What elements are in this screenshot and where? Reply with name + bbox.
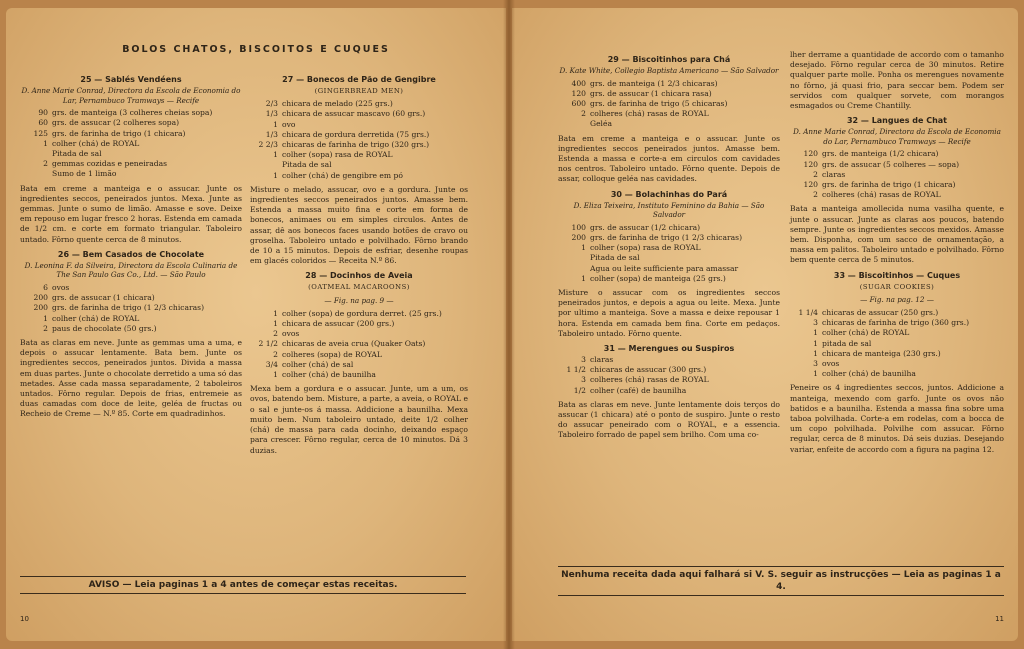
ingredient-text: colher (café) de baunilha — [590, 385, 687, 395]
ingredient-item — [250, 120, 468, 130]
ingredient-text: grs. de manteiga (1 2/3 chicaras) — [590, 78, 718, 88]
ingredient-quantity: 1 — [273, 319, 278, 329]
recipe-block — [20, 249, 242, 420]
ingredient-quantity: 2 2/3 — [258, 140, 278, 150]
recipe-subtitle: (GINGERBREAD MEN) — [314, 87, 404, 95]
ingredient-item — [20, 169, 242, 179]
ingredient-text: grs. de assucar (2 colheres sopa) — [52, 118, 180, 128]
right-column-2 — [790, 50, 1004, 459]
recipe-block — [250, 74, 468, 266]
ingredient-quantity: 1/3 — [265, 129, 278, 139]
ingredient-item — [790, 318, 1004, 328]
recipe-method: Peneire os 4 ingredientes seccos, juntos. Addicione a manteiga, mexendo com garfo. Junte os ovos não batidos e a baunilha. Estenda a massa fina sobre uma taboa polvilhada. Corte-a em rodelas, com a bocca de um copo polvilhada. Polvilhe com assucar. Fôrno regular, cerca de 8 minutos. Dá seis duzias. Desejando variar, enfeite de accordo com a figura na pagina 12. — [790, 383, 1004, 454]
recipe-title: 27 — Bonecos de Pão de Gengibre — [282, 75, 436, 84]
ingredient-quantity: 3/4 — [265, 359, 278, 369]
ingredient-text: colher (sopa) rasa de ROYAL — [282, 150, 393, 160]
recipe-block — [790, 270, 1004, 455]
recipe-title: 25 — Sablés Vendéens — [80, 75, 182, 84]
ingredient-quantity: 1 — [813, 348, 818, 358]
ingredient-text: colher (chá) de ROYAL — [52, 313, 140, 323]
ingredient-item — [20, 283, 242, 293]
ingredient-quantity: 1 — [581, 273, 586, 283]
ingredient-item — [250, 99, 468, 109]
ingredient-quantity: 1 — [581, 243, 586, 253]
ingredient-item — [790, 349, 1004, 359]
ingredient-list — [250, 99, 468, 181]
ingredient-text: chicara de gordura derretida (75 grs.) — [282, 129, 430, 139]
recipe-author: D. Anne Marie Conrad, Directora da Escola de Economia do Lar, Pernambuco Tramways — Recife — [21, 86, 241, 105]
ingredient-quantity: 120 — [571, 88, 586, 98]
ingredient-text: colher (chá) de gengibre em pó — [282, 170, 403, 180]
ingredient-text: grs. de farinha de trigo (1 2/3 chicaras) — [590, 233, 743, 243]
recipe-block — [558, 54, 780, 185]
ingredient-text: claras — [822, 169, 846, 179]
ingredient-quantity: 1 — [273, 150, 278, 160]
ingredient-text: colher (chá) de ROYAL — [822, 328, 910, 338]
ingredient-text: ovo — [282, 119, 296, 129]
ingredient-quantity: 2 1/2 — [258, 339, 278, 349]
ingredient-text: chicara de manteiga (230 grs.) — [822, 348, 941, 358]
ingredient-item — [790, 339, 1004, 349]
ingredient-text: colheres (chá) rasas de ROYAL — [590, 109, 709, 119]
ingredient-text: colher (sopa) rasa de ROYAL — [590, 243, 701, 253]
ingredient-item — [250, 350, 468, 360]
ingredient-text: Pitada de sal — [52, 149, 102, 158]
ingredient-quantity: 1 — [43, 313, 48, 323]
ingredient-item — [558, 274, 780, 284]
ingredient-quantity: 2 — [813, 169, 818, 179]
recipe-method: Bata a manteiga amollecida numa vasilha quente, e junte o assucar. Junte as claras aos poucos, batendo sempre. Junte os ingredientes seccos mexidos. Amasse bem. Disponha, com um sacco de ornamentação, a massa em palitos. Taboleiro untado e polvilhado. Fôrno bem quente cerca de 5 minutos. — [790, 204, 1004, 265]
ingredient-item — [558, 355, 780, 365]
ingredient-item — [558, 386, 780, 396]
recipe-block — [558, 189, 780, 339]
ingredient-quantity: 1 — [813, 369, 818, 379]
ingredient-item — [558, 375, 780, 385]
ingredient-item — [558, 365, 780, 375]
ingredient-quantity: 1 1/4 — [798, 308, 818, 318]
ingredient-text: grs. de assucar (1 chicara rasa) — [590, 88, 712, 98]
ingredient-list — [250, 309, 468, 380]
ingredient-item — [250, 150, 468, 160]
ingredient-quantity: 125 — [33, 128, 48, 138]
recipe-block — [790, 50, 1004, 111]
right-page — [512, 8, 1018, 641]
ingredient-quantity: 2 — [581, 109, 586, 119]
ingredient-text: Pitada de sal — [282, 160, 332, 170]
ingredient-item — [558, 233, 780, 243]
ingredient-text: chicaras de farinha de trigo (360 grs.) — [822, 318, 970, 328]
ingredient-text: Agua ou leite sufficiente para amassar — [590, 263, 739, 273]
ingredient-item — [250, 360, 468, 370]
ingredient-item — [790, 149, 1004, 159]
ingredient-text: colheres (chá) rasas de ROYAL — [590, 375, 709, 385]
ingredient-text: grs. de assucar (5 colheres — sopa) — [822, 159, 960, 169]
ingredient-text: grs. de assucar (1 chicara) — [52, 293, 155, 303]
ingredient-text: colher (chá) de baunilha — [282, 370, 376, 380]
page-number: 11 — [995, 615, 1004, 623]
recipe-author: D. Leonina F. da Silveira, Directora da Escola Culinaria de The San Paulo Gas Co., Ltd. — São Paulo — [24, 260, 238, 280]
ingredient-item — [558, 79, 780, 89]
ingredient-quantity: 1 — [273, 370, 278, 380]
figure-reference: — Fig. na pag. 9 — — [324, 295, 394, 305]
right-column-1 — [558, 50, 780, 445]
ingredient-text: grs. de assucar (1/2 chicara) — [590, 222, 701, 232]
ingredient-text: ovos — [282, 329, 300, 339]
recipe-block — [558, 343, 780, 441]
ingredient-item — [250, 130, 468, 140]
ingredient-text: Pitada de sal — [590, 253, 640, 263]
recipe-method: Bata as claras em neve. Junte lentamente dois terços do assucar (1 chicara) até o ponto de suspiro. Junte o resto do assucar peneirado com o ROYAL, e a essencia. Taboleiro forrado de papel sem brilho. Com uma co- — [558, 399, 780, 440]
ingredient-item — [20, 293, 242, 303]
ingredient-text: Sumo de 1 limão — [52, 169, 117, 179]
ingredient-item — [558, 89, 780, 99]
recipe-title: 30 — Bolachinhas do Pará — [610, 189, 728, 199]
ingredient-item — [250, 309, 468, 319]
ingredient-text: colher (sopa) de gordura derret. (25 grs.) — [282, 308, 442, 318]
ingredient-list — [20, 283, 242, 334]
ingredient-quantity: 2 — [43, 159, 48, 169]
book-gutter — [503, 0, 515, 649]
recipe-block — [790, 115, 1004, 265]
recipe-subtitle: (SUGAR COOKIES) — [859, 282, 935, 291]
ingredient-item — [558, 253, 780, 263]
ingredient-item — [250, 339, 468, 349]
ingredient-quantity: 1/2 — [573, 385, 586, 395]
ingredient-item — [558, 243, 780, 253]
ingredient-text: gemmas cozidas e peneiradas — [52, 159, 168, 169]
recipe-method: Misture o assucar com os ingredientes seccos peneirados juntos, e depois a agua ou leite. Mexa. Junte por ultimo a manteiga. Sove a massa e deixe repousar 1 hora. Estenda em camada bem fina. Corte em pedaços. Taboleiro untado. Fôrno quente. — [558, 288, 780, 338]
ingredient-item — [790, 160, 1004, 170]
ingredient-list — [20, 108, 242, 179]
ingredient-quantity: 3 — [813, 359, 818, 369]
ingredient-item — [20, 108, 242, 118]
recipe-method: Mexa bem a gordura e o assucar. Junte, um a um, os ovos, batendo bem. Misture, a parte, a aveia, o ROYAL e o sal e junte-os á massa. Addicione a baunilha. Mexa muito bem. Num taboleiro untado, deite 1/2 colher (chá) de massa para cada docinho, deixando espaço para crescer. Fôrno regular, cerca de 10 minutos. Dá 3 duzias. — [250, 384, 468, 455]
recipe-author: D. Eliza Teixeira, Instituto Feminino da Bahia — São Salvador — [573, 200, 765, 220]
ingredient-item — [558, 264, 780, 274]
ingredient-text: ovos — [822, 359, 840, 369]
ingredient-item — [250, 140, 468, 150]
recipe-subtitle: (OATMEAL MACAROONS) — [308, 283, 410, 292]
ingredient-item — [790, 369, 1004, 379]
ingredient-quantity: 200 — [33, 293, 48, 303]
ingredient-item — [558, 223, 780, 233]
ingredient-text: grs. de farinha de trigo (1 2/3 chicaras) — [52, 303, 205, 313]
ingredient-quantity: 1 — [813, 328, 818, 338]
figure-reference: — Fig. na pag. 12 — — [860, 294, 934, 304]
ingredient-item — [790, 190, 1004, 200]
ingredient-item — [250, 370, 468, 380]
ingredient-item — [20, 159, 242, 169]
ingredient-quantity: 90 — [38, 108, 48, 118]
ingredient-text: colheres (chá) rasas de ROYAL — [822, 190, 941, 200]
ingredient-item — [250, 329, 468, 339]
ingredient-list — [790, 149, 1004, 200]
ingredient-list — [558, 355, 780, 396]
left-column-2 — [250, 70, 468, 460]
ingredient-text: grs. de farinha de trigo (1 chicara) — [822, 180, 956, 190]
ingredient-item — [20, 303, 242, 313]
recipe-method: Bata em creme a manteiga e o assucar. Junte os ingredientes seccos, peneirados juntos. Mexa. Junte as gemmas. Junte o sumo de limão. Amasse e sove. Deixe em repouso em lugar fresco 2 horas. Estenda em camada de 1/2 cm. e corte em formato triangular. Taboleiro untado. Fôrno quente cerca de 8 minutos. — [20, 183, 242, 244]
ingredient-item — [790, 308, 1004, 318]
ingredient-quantity: 2 — [43, 323, 48, 333]
ingredient-item — [790, 180, 1004, 190]
ingredient-quantity: 1 — [273, 119, 278, 129]
ingredient-item — [250, 319, 468, 329]
ingredient-item — [250, 160, 468, 170]
recipe-title: 28 — Docinhos de Aveia — [305, 271, 413, 281]
ingredient-text: grs. de manteiga (1/2 chicara) — [822, 149, 939, 159]
ingredient-text: grs. de manteiga (3 colheres cheias sopa) — [52, 108, 213, 118]
ingredient-quantity: 400 — [571, 78, 586, 88]
page-header: BOLOS CHATOS, BISCOITOS E CUQUES — [122, 44, 390, 55]
recipe-block — [250, 270, 468, 455]
ingredient-text: colher (sopa) de manteiga (25 grs.) — [590, 273, 726, 283]
notice-banner: Nenhuma receita dada aqui falhará si V. S. seguir as instrucções — Leia as paginas 1 a 4. — [558, 566, 1004, 596]
ingredient-text: grs. de farinha de trigo (5 chicaras) — [590, 99, 728, 108]
ingredient-text: chicaras de aveia crua (Quaker Oats) — [282, 339, 426, 349]
ingredient-quantity: 1 — [43, 138, 48, 148]
ingredient-quantity: 200 — [33, 303, 48, 313]
ingredient-quantity: 2 — [273, 329, 278, 339]
recipe-title: 26 — Bem Casados de Chocolate — [57, 249, 205, 259]
recipe-method: Bata as claras em neve. Junte as gemmas uma a uma, e depois o assucar lentamente. Bata bem. Junte os ingredientes seccos, peneirados juntos. Divida a massa em duas partes. Junte o chocolate derretido a uma só das metades. Asse cada massa separadamente, 2 taboleiros untados. Fôrno regular. Depois de frias, entremeie as duas camadas com doce de leite, geléa de fructas ou Recheio de Creme — N.º 85. Corte em quadradinhos. — [20, 338, 242, 419]
ingredient-list — [790, 308, 1004, 379]
ingredient-item — [250, 109, 468, 119]
recipe-author: D. Kate White, Collegio Baptista Americano — São Salvador — [559, 66, 779, 75]
ingredient-item — [20, 139, 242, 149]
recipe-block — [20, 74, 242, 245]
ingredient-text: chicaras de assucar (250 grs.) — [822, 308, 939, 318]
recipe-title: 31 — Merengues ou Suspiros — [603, 344, 735, 354]
ingredient-quantity: 2 — [813, 190, 818, 200]
ingredient-quantity: 1/3 — [265, 109, 278, 119]
ingredient-text: chicara de melado (225 grs.) — [282, 99, 393, 109]
ingredient-item — [790, 359, 1004, 369]
recipe-title: 33 — Biscoitinhos — Cuques — [833, 270, 961, 280]
left-column-1 — [20, 70, 242, 424]
ingredient-list — [558, 79, 780, 130]
ingredient-text: claras — [590, 355, 614, 365]
ingredient-quantity: 1 1/2 — [566, 365, 586, 375]
ingredient-item — [790, 328, 1004, 338]
ingredient-quantity: 600 — [571, 99, 586, 108]
ingredient-quantity: 100 — [571, 222, 586, 232]
recipe-method: Misture o melado, assucar, ovo e a gordura. Junte os ingredientes seccos peneirados juntos. Amasse bem. Estenda a massa muito fina e corte em forma de bonecos, animaes ou em simples circulos. Antes de assar, dê aos bonecos faces usando botões de cravo ou groselha. Taboleiro untado e polvilhado. Fôrno brando de 10 a 15 minutos. Depois de esfriar, desenhe roupas em glacés coloridos — Receita N.º 86. — [250, 184, 468, 266]
ingredient-quantity: 3 — [581, 355, 586, 365]
ingredient-item — [20, 149, 242, 159]
ingredient-item — [20, 118, 242, 128]
recipe-method: Bata em creme a manteiga e o assucar. Junte os ingredientes seccos peneirados juntos. Amasse bem. Estenda a massa e corte-a em circulos com cavidades nos centros. Taboleiro untado. Fôrno quente. Depois de assar, colloque geléa nas cavidades. — [558, 133, 780, 184]
ingredient-quantity: 200 — [571, 233, 586, 243]
ingredient-list — [558, 223, 780, 284]
ingredient-quantity: 120 — [803, 149, 818, 159]
ingredient-text: pitada de sal — [822, 338, 872, 348]
ingredient-text: ovos — [52, 283, 70, 293]
left-page — [6, 8, 506, 641]
ingredient-quantity: 3 — [813, 318, 818, 328]
ingredient-item — [558, 109, 780, 119]
ingredient-text: paus de chocolate (50 grs.) — [52, 323, 157, 333]
ingredient-item — [558, 99, 780, 109]
page-number: 10 — [20, 615, 29, 623]
ingredient-text: chicaras de assucar (300 grs.) — [590, 365, 707, 375]
ingredient-quantity: 60 — [38, 118, 48, 128]
ingredient-text: colher (chá) de ROYAL — [52, 138, 140, 148]
ingredient-item — [250, 171, 468, 181]
ingredient-quantity: 1 — [273, 170, 278, 180]
ingredient-text: colher (chá) de baunilha — [822, 369, 916, 379]
recipe-title: 29 — Biscoitinhos para Chá — [607, 55, 731, 64]
ingredient-text: Geléa — [590, 119, 613, 129]
ingredient-item — [20, 314, 242, 324]
ingredient-item — [20, 129, 242, 139]
ingredient-quantity: 120 — [803, 180, 818, 190]
ingredient-quantity: 1 — [813, 338, 818, 348]
ingredient-quantity: 2 — [273, 349, 278, 359]
recipe-continuation: lher derrame a quantidade de accordo com o tamanho desejado. Fôrno regular cerca de 30 minutos. Retire qualquer parte molle. Ponha os merengues novamente no fôrno, já quasi frio, para seccar bem. Podem ser servidos com qualquer sorvete, com morangos esmagados ou Creme Chantilly. — [790, 50, 1004, 111]
ingredient-text: chicara de assucar mascavo (60 grs.) — [282, 109, 426, 119]
ingredient-text: colher (chá) de sal — [282, 359, 354, 369]
ingredient-quantity: 2/3 — [265, 99, 278, 109]
ingredient-text: chicara de assucar (200 grs.) — [282, 319, 395, 329]
ingredient-quantity: 6 — [43, 283, 48, 293]
ingredient-item — [558, 119, 780, 129]
ingredient-quantity: 1 — [273, 308, 278, 318]
ingredient-text: grs. de farinha de trigo (1 chicara) — [52, 128, 186, 138]
recipe-author: D. Anne Marie Conrad, Directora da Escola de Economia do Lar, Pernambuco Tramways — Recife — [793, 127, 1001, 146]
recipe-title: 32 — Langues de Chat — [846, 116, 947, 126]
ingredient-quantity: 3 — [581, 375, 586, 385]
ingredient-text: chicaras de farinha de trigo (320 grs.) — [282, 140, 430, 150]
ingredient-item — [790, 170, 1004, 180]
ingredient-text: colheres (sopa) de ROYAL — [282, 349, 382, 359]
ingredient-item — [20, 324, 242, 334]
ingredient-quantity: 120 — [803, 159, 818, 169]
notice-banner: AVISO — Leia paginas 1 a 4 antes de começar estas receitas. — [20, 576, 466, 594]
